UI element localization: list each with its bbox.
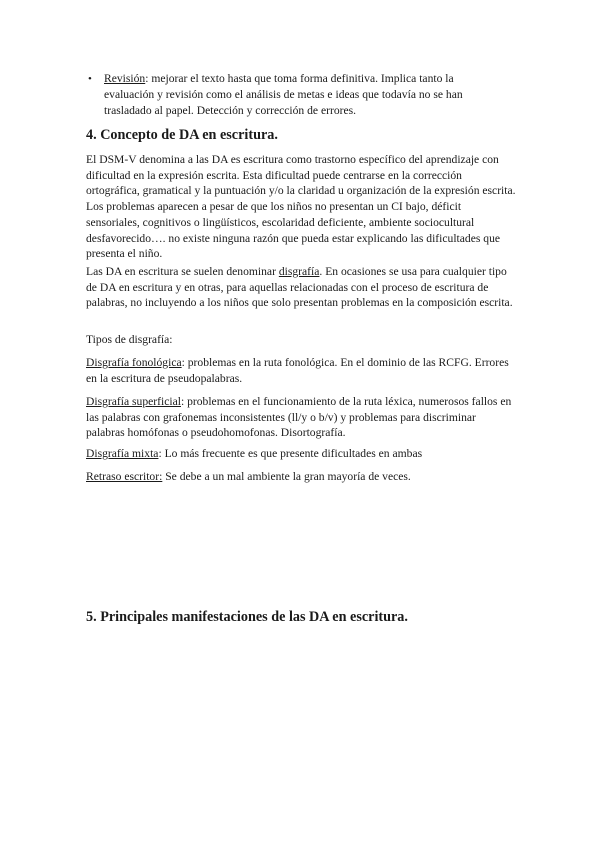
type-term: Retraso escritor: bbox=[86, 470, 163, 483]
type-term: Disgrafía mixta bbox=[86, 447, 159, 460]
term-disgrafia: disgrafía bbox=[278, 265, 320, 278]
type-text: Se debe a un mal ambiente la gran mayoría de veces. bbox=[162, 470, 411, 483]
bullet-dot-icon: • bbox=[88, 73, 92, 85]
bullet-term: Revisión bbox=[104, 72, 146, 85]
section-4-heading: 4. Concepto de DA en escritura. bbox=[86, 127, 278, 143]
type-text: : problemas en el funcionamiento de la ruta léxica, numerosos fallos en las palabras con grafonemas inconsistentes (ll/y o b/v) y problemas para discriminar palabras homófonas o pseudohomofonas. Disortografía. bbox=[86, 395, 512, 440]
type-term: Disgrafía fonológica bbox=[86, 356, 182, 369]
section-5-heading: 5. Principales manifestaciones de las DA en escritura. bbox=[86, 609, 408, 625]
type-superficial bbox=[86, 394, 516, 441]
type-mixta bbox=[86, 446, 516, 462]
type-text: : problemas en la ruta fonológica. En el dominio de las RCFG. Errores en la escritura de pseudopalabras. bbox=[86, 356, 509, 385]
section-4-paragraph-1: El DSM-V denomina a las DA es escritura como trastorno específico del aprendizaje con dificultad en la expresión escrita. Esta dificultad puede centrarse en la corrección ortográfica, gramatical y la puntuación y/o la claridad u organización de la expresión escrita. Los problemas aparecen a pesar de que los niños no presentan un CI bajo, déficit sensoriales, cognitivos o lingüísticos, escolaridad deficiente, ambiente sociocultural desfavorecido…. no existe ninguna razón que pueda estar explicando las dificultades que presenta el niño. bbox=[86, 153, 516, 261]
type-term: Disgrafía superficial bbox=[86, 395, 181, 408]
type-fonologica bbox=[86, 355, 516, 386]
type-retraso bbox=[86, 469, 516, 485]
bullet-revision bbox=[88, 71, 504, 119]
type-text: : Lo más frecuente es que presente dificultades en ambas bbox=[158, 447, 423, 460]
p2-after: . En ocasiones se usa para cualquier tipo de DA en escritura y en otras, para aquellas relacionadas con el proceso de escritura de palabras, no incluyendo a los niños que solo presentan problemas en la composición escrita. bbox=[86, 265, 513, 310]
bullet-text: : mejorar el texto hasta que toma forma definitiva. Implica tanto la evaluación y revisión como el análisis de metas e ideas que todavía no se han trasladado al papel. Detección y corrección de errores. bbox=[104, 72, 463, 117]
types-intro: Tipos de disgrafía: bbox=[86, 333, 173, 346]
section-4-paragraph-2 bbox=[86, 264, 516, 311]
p2-before: Las DA en escritura se suelen denominar bbox=[86, 265, 279, 278]
